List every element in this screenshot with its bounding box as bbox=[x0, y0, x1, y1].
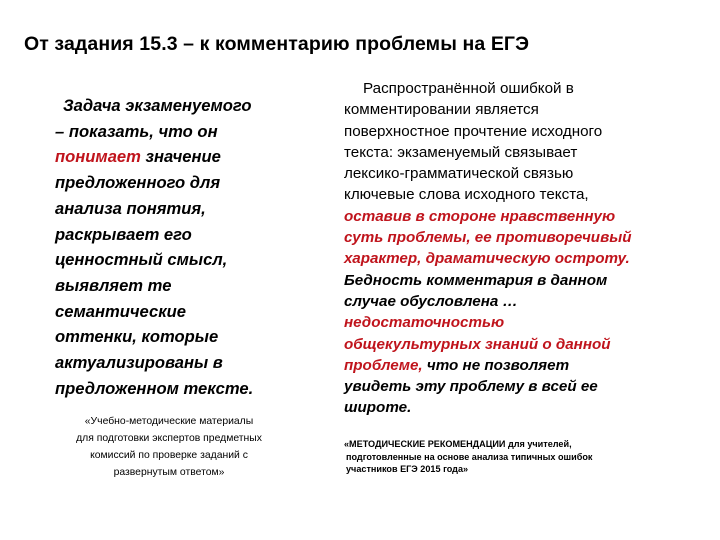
error-line: ключевые слова исходного текста, bbox=[344, 186, 589, 204]
highlight-problem: проблеме, bbox=[344, 356, 423, 374]
error-line-emphasis: случае обусловлена … bbox=[344, 292, 518, 310]
citation-line: «МЕТОДИЧЕСКИЕ РЕКОМЕНДАЦИИ для учителей, bbox=[344, 439, 572, 449]
error-line: лексико-грамматической связью bbox=[344, 165, 574, 183]
citation-line: для подготовки экспертов предметных bbox=[76, 433, 262, 444]
highlight-understands: понимает bbox=[55, 147, 141, 167]
task-line: семантические bbox=[55, 301, 186, 321]
error-line-emphasis: широте. bbox=[344, 399, 412, 417]
citation-line: «Учебно-методические материалы bbox=[84, 416, 254, 427]
task-line: предложенном тексте. bbox=[55, 378, 254, 398]
citation-line: участников ЕГЭ 2015 года» bbox=[346, 464, 469, 475]
error-line-highlight: недостаточностью bbox=[344, 314, 505, 332]
task-line: ценностный смысл, bbox=[55, 250, 228, 270]
error-line-highlight: общекультурных знаний о данной bbox=[344, 335, 611, 353]
task-line: предложенного для bbox=[55, 173, 221, 193]
task-line: раскрывает его bbox=[55, 224, 192, 244]
task-line bbox=[55, 144, 317, 170]
task-line: выявляет те bbox=[55, 275, 172, 295]
task-line-rest: значение bbox=[140, 147, 221, 167]
citation-line: развернутым ответом» bbox=[113, 467, 225, 478]
error-line-emphasis: увидеть эту проблему в всей ее bbox=[344, 378, 598, 396]
error-line: поверхностное прочтение исходного bbox=[344, 122, 603, 140]
task-line: Задача экзаменуемого bbox=[63, 96, 252, 115]
error-line: комментировании является bbox=[344, 101, 539, 119]
error-line-rest: что не позволяет bbox=[422, 356, 570, 374]
error-line-highlight: суть проблемы, ее противоречивый bbox=[344, 229, 632, 247]
citation-line: комиссий по проверке заданий с bbox=[90, 450, 248, 461]
error-line-emphasis: Бедность комментария в данном bbox=[344, 271, 608, 289]
slide-title: От задания 15.3 – к комментарию проблемы на ЕГЭ bbox=[24, 33, 530, 55]
error-line-highlight: оставив в стороне нравственную bbox=[344, 207, 616, 225]
left-source-citation bbox=[38, 413, 300, 481]
task-line: оттенки, которые bbox=[55, 327, 219, 347]
common-error-description bbox=[344, 78, 714, 419]
error-line: Распространённой ошибкой в bbox=[363, 80, 574, 97]
error-line-mixed bbox=[344, 355, 714, 376]
task-line: – показать, что он bbox=[55, 121, 218, 141]
task-line: анализа понятия, bbox=[55, 198, 206, 218]
task-line: актуализированы в bbox=[55, 353, 223, 373]
error-line: текста: экзаменуемый связывает bbox=[344, 143, 578, 161]
right-source-citation bbox=[344, 438, 704, 476]
task-description bbox=[55, 93, 317, 401]
error-line-highlight: характер, драматическую остроту. bbox=[344, 250, 630, 268]
citation-line: подготовленные на основе анализа типичных ошибок bbox=[346, 451, 593, 462]
